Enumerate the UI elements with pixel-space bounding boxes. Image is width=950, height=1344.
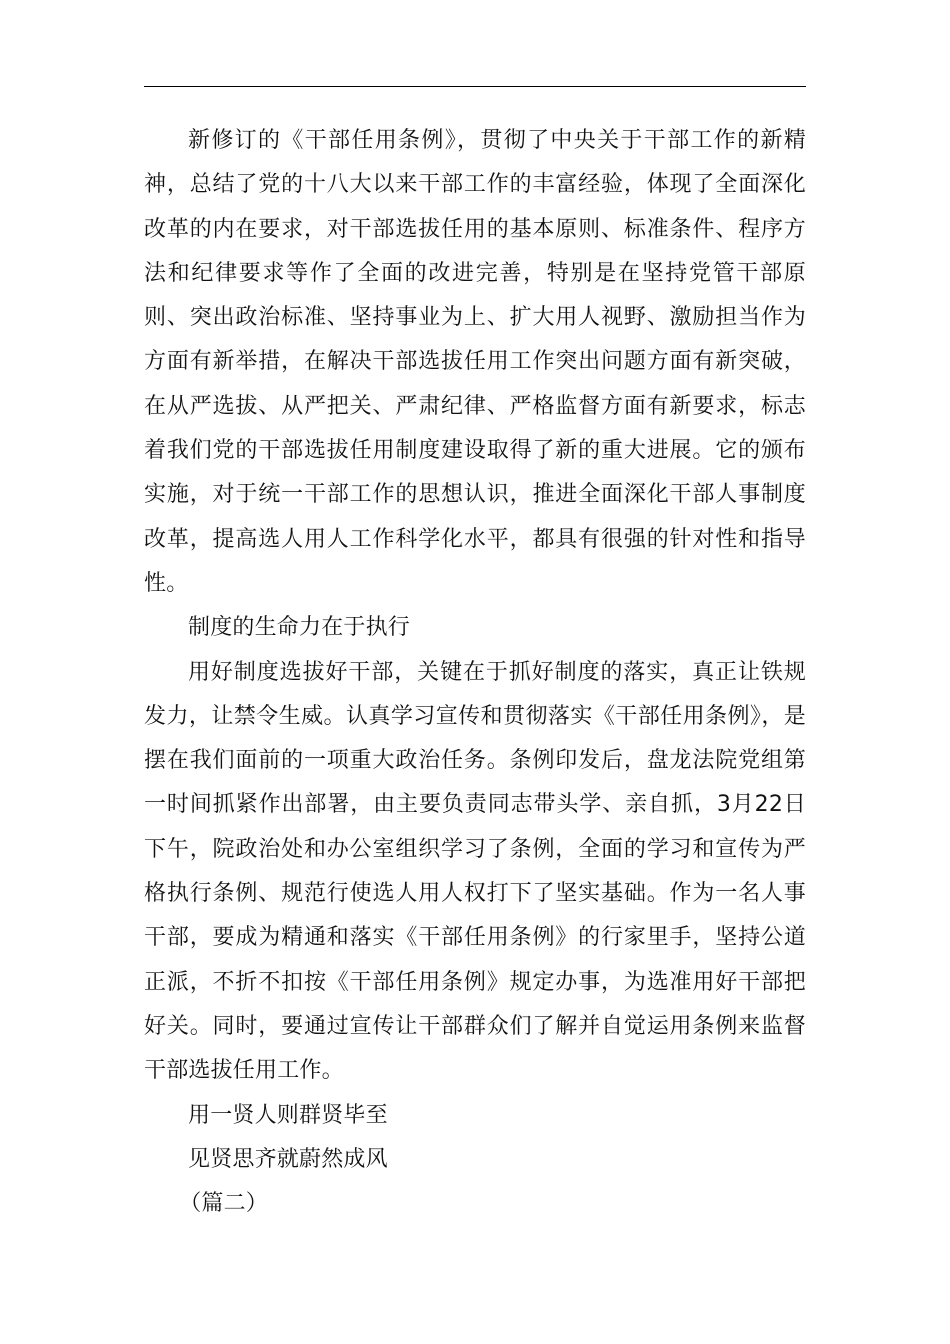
part-label: （篇二） [179,1191,268,1217]
header-rule [144,86,806,87]
section-heading-execution: 制度的生命力在于执行 [188,615,411,641]
section-heading-talent: 用一贤人则群贤毕至 [188,1102,388,1128]
section-heading-emulation: 见贤思齐就蔚然成风 [188,1146,388,1172]
paragraph-implementation: 用好制度选拔好干部，关键在于抓好制度的落实，真正让铁规发力，让禁令生威。认真学习宣传和贯彻落实《干部任用条例》，是摆在我们面前的一项重大政治任务。条例印发后，盘龙法院党组第一时间抓紧作出部署，由主要负责同志带头学、亲自抓，3月22日下午，院政治处和办公室组织学习了条例，全面的学习和宣传为严格执行条例、规范行使选人用人权打下了坚实基础。作为一名人事干部，要成为精通和落实《干部任用条例》的行家里手，坚持公道正派，不折不扣按《干部任用条例》规定办事，为选准用好干部把好关。同时，要通过宣传让干部群众们了解并自觉运用条例来监督干部选拔任用工作。 [144,659,806,1084]
document-body [144,119,806,1226]
paragraph-intro: 新修订的《干部任用条例》，贯彻了中央关于干部工作的新精神，总结了党的十八大以来干部工作的丰富经验，体现了全面深化改革的内在要求，对干部选拔任用的基本原则、标准条件、程序方法和纪律要求等作了全面的改进完善，特别是在坚持党管干部原则、突出政治标准、坚持事业为上、扩大用人视野、激励担当作为方面有新举措，在解决干部选拔任用工作突出问题方面有新突破，在从严选拔、从严把关、严肃纪律、严格监督方面有新要求，标志着我们党的干部选拔任用制度建设取得了新的重大进展。它的颁布实施，对于统一干部工作的思想认识，推进全面深化干部人事制度改革，提高选人用人工作科学化水平，都具有很强的针对性和指导性。 [144,128,806,596]
